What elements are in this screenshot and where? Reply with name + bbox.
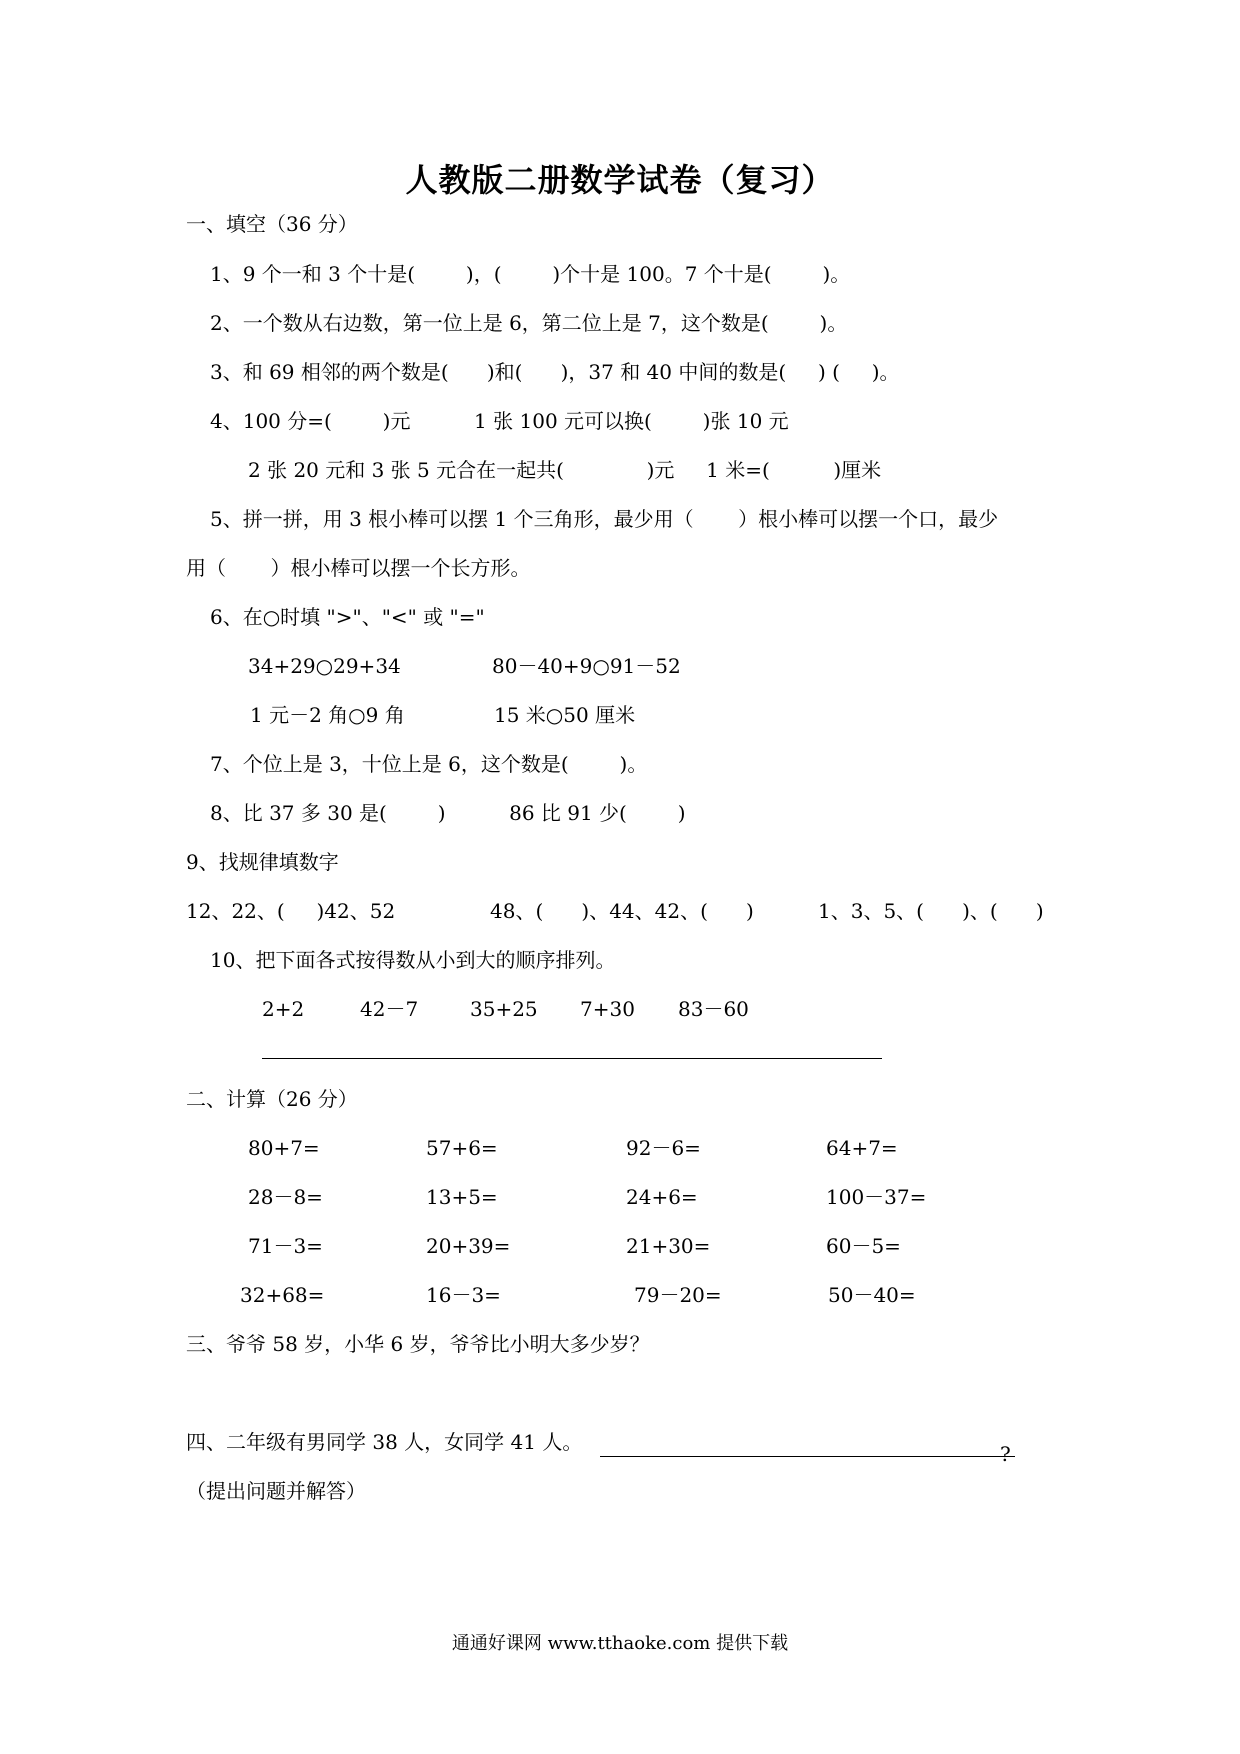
calc-item: 28－8=: [248, 1185, 323, 1209]
compare-item: 80－40+9○91－52: [492, 654, 681, 678]
calc-item: 21+30=: [626, 1234, 711, 1258]
answer-line: [262, 1058, 882, 1059]
question-7: 7、个位上是 3，十位上是 6，这个数是( )。: [210, 752, 648, 776]
calc-item: 50－40=: [828, 1283, 916, 1307]
expression-item: 2+2: [262, 997, 305, 1021]
question-mark: ?: [1000, 1442, 1011, 1466]
compare-item: 15 米○50 厘米: [494, 703, 636, 727]
section3-question: 三、爷爷 58 岁，小华 6 岁，爷爷比小明大多少岁？: [186, 1332, 650, 1356]
sequence-item: 12、22、( )42、52: [186, 899, 396, 923]
calc-item: 79－20=: [634, 1283, 722, 1307]
question-6: 6、在○时填 ">"、"<" 或 "=": [210, 605, 485, 629]
calc-item: 32+68=: [240, 1283, 325, 1307]
calc-item: 24+6=: [626, 1185, 698, 1209]
calc-item: 20+39=: [426, 1234, 511, 1258]
calc-item: 13+5=: [426, 1185, 498, 1209]
section1-heading: 一、填空（36 分）: [186, 212, 358, 236]
expression-item: 35+25: [470, 997, 538, 1021]
page-title: 人教版二册数学试卷（复习）: [405, 161, 835, 199]
sequence-item: 48、( )、44、42、( ): [490, 899, 754, 923]
section4-question: 四、二年级有男同学 38 人，女同学 41 人。: [186, 1430, 583, 1454]
question-10: 10、把下面各式按得数从小到大的顺序排列。: [210, 948, 616, 972]
calc-item: 60－5=: [826, 1234, 901, 1258]
question-4a: 4、100 分=( )元 1 张 100 元可以换( )张 10 元: [210, 409, 789, 433]
calc-item: 64+7=: [826, 1136, 898, 1160]
question-1: 1、9 个一和 3 个十是( )，( )个十是 100。7 个十是( )。: [210, 262, 851, 286]
question-8: 8、比 37 多 30 是( ) 86 比 91 少( ): [210, 801, 686, 825]
question-answer-line: [600, 1456, 1015, 1457]
section2-heading: 二、计算（26 分）: [186, 1087, 358, 1111]
question-2: 2、一个数从右边数，第一位上是 6，第二位上是 7，这个数是( )。: [210, 311, 848, 335]
question-9: 9、找规律填数字: [186, 850, 339, 874]
calc-item: 71－3=: [248, 1234, 323, 1258]
question-3: 3、和 69 相邻的两个数是( )和( )，37 和 40 中间的数是( ) ( )。: [210, 360, 900, 384]
calc-item: 100－37=: [826, 1185, 927, 1209]
sequence-item: 1、3、5、( )、( ): [818, 899, 1044, 923]
question-5a: 5、拼一拼，用 3 根小棒可以摆 1 个三角形，最少用（ ）根小棒可以摆一个口，最少: [210, 507, 999, 531]
section4-note: （提出问题并解答）: [186, 1479, 366, 1503]
footer-credit: 通通好课网 www.tthaoke.com 提供下载: [451, 1633, 789, 1654]
question-5b: 用（ ）根小棒可以摆一个长方形。: [186, 556, 531, 580]
expression-item: 7+30: [580, 997, 635, 1021]
expression-item: 83－60: [678, 997, 749, 1021]
question-4b: 2 张 20 元和 3 张 5 元合在一起共( )元 1 米=( )厘米: [248, 458, 882, 482]
calc-item: 80+7=: [248, 1136, 320, 1160]
expression-item: 42－7: [360, 997, 419, 1021]
calc-item: 92－6=: [626, 1136, 701, 1160]
calc-item: 57+6=: [426, 1136, 498, 1160]
compare-item: 34+29○29+34: [248, 654, 401, 678]
compare-item: 1 元－2 角○9 角: [250, 703, 405, 727]
calc-item: 16－3=: [426, 1283, 501, 1307]
